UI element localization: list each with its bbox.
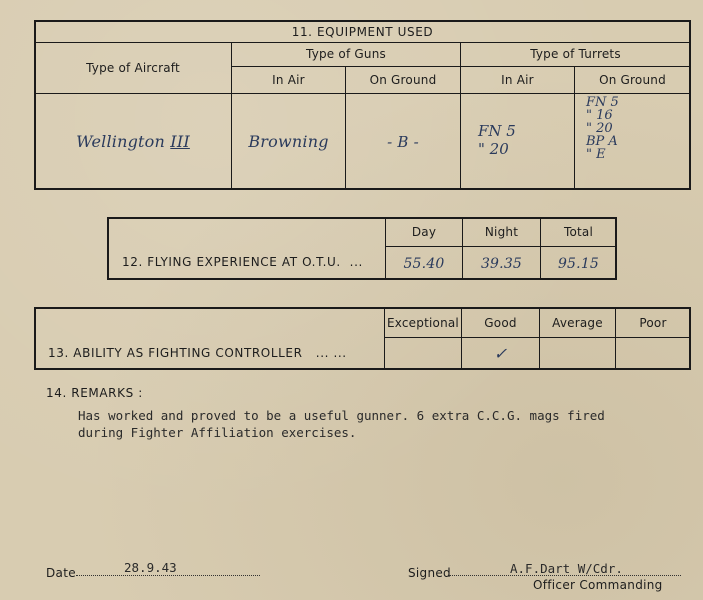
section-13-title: 13. ABILITY AS FIGHTING CONTROLLER [48,346,303,360]
header-night: Night [484,225,519,239]
header-type-of-turrets: Type of Turrets [530,47,621,61]
remarks-text [78,407,605,441]
header-total: Total [563,225,594,239]
header-type-of-aircraft: Type of Aircraft [86,60,180,75]
header-poor: Poor [639,315,667,330]
aircraft-mark: III [170,132,190,151]
day-hours: 55.40 [403,255,445,272]
section-12-label [122,255,363,269]
good-check-mark: ✓ [493,344,508,363]
turrets-on-ground-line-2: " 16 [586,108,613,123]
aircraft-name: Wellington [76,132,165,151]
section-12-title: 12. FLYING EXPERIENCE AT O.T.U. [122,255,341,269]
total-hours: 95.15 [557,255,600,272]
header-type-of-guns: Type of Guns [306,47,386,61]
remarks-line-1: Has worked and proved to be a useful gunner. 6 extra C.C.G. mags fired [78,408,605,423]
section-13-label [48,346,347,360]
header-exceptional: Exceptional [387,315,459,330]
turrets-on-ground-line-5: " E [586,147,606,162]
date-line [76,575,260,576]
turrets-on-ground-line-1: FN 5 [586,95,619,110]
turrets-on-ground-line-3: " 20 [586,121,613,136]
header-day: Day [411,225,437,239]
signature-value: A.F.Dart W/Cdr. [510,561,623,576]
header-guns-on-ground: On Ground [369,72,437,87]
signed-label: Signed [408,566,451,580]
header-guns-in-air: In Air [272,72,305,87]
turrets-on-ground-value [586,96,619,161]
header-turrets-on-ground: On Ground [599,72,666,87]
section-13-dots: ... ... [315,346,347,360]
section-12-dots: ... [349,255,363,269]
guns-on-ground-value: - B - [387,132,419,151]
turrets-in-air-line-2: " 20 [478,140,509,158]
turrets-on-ground-line-4: BP A [586,134,618,149]
section-11-title: 11. EQUIPMENT USED [291,24,434,39]
date-label: Date [46,566,76,580]
header-average: Average [552,315,603,330]
guns-in-air-value: Browning [248,132,329,151]
officer-commanding-label: Officer Commanding [533,578,663,592]
turrets-in-air-line-1: FN 5 [478,122,516,140]
turrets-in-air-value [478,122,516,158]
header-turrets-in-air: In Air [501,72,534,87]
header-good: Good [484,315,517,330]
aircraft-value [35,94,231,189]
night-hours: 39.35 [480,255,523,272]
date-value: 28.9.43 [124,560,177,575]
section-14-title: 14. REMARKS : [46,386,143,400]
remarks-line-2: during Fighter Affiliation exercises. [78,425,357,440]
